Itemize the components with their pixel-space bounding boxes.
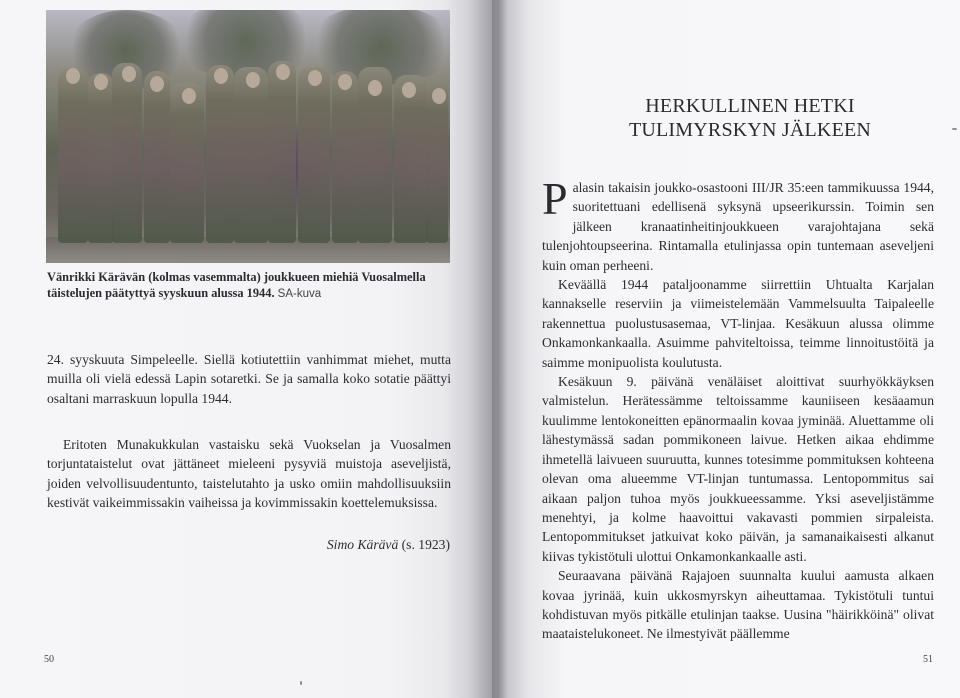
paragraph-text: alasin takaisin joukko-osastooni III/JR 35:een tammikuussa 1944, suoritettuani edellisenä syksynä upseerikurssin. Toimin sen jälkeen kranaatinheitinjoukkueen varajohtajana sekä tulenjohtoupseerina. Rintamalla etulinjassa opin tuntemaan aseveljeni kuin oman perheeni. [542,180,934,273]
paragraph: 24. syyskuuta Simpeleelle. Siellä kotiutettiin vanhimmat miehet, mutta muilla oli vielä edessä Lapin sotaretki. Se ja samalla koko sotatie päättyi osaltani marraskuun lopulla 1944. [47,352,451,406]
photo-credit: SA-kuva [277,287,322,300]
book-gutter [468,0,508,698]
chapter-title-line-1: HERKULLINEN HETKI [645,95,855,117]
right-paragraph-4: Seuraavana päivänä Rajajoen suunnalta kuului aamusta alkaen kovaa jyrinää, kuin ukkosmyrskyn aiheuttamaa. Tykistötuli tuntui kohdistuvan myös pitkälle etulinjan taakse. Uusina "häirikköinä" olivat maataistelukoneet. Ne ilmestyivät päällemme [542,568,934,642]
right-paragraph-3: Kesäkuun 9. päivänä venäläiset aloittivat suurhyökkäyksen valmistelun. Herätessämme teltoissamme kauniiseen kesäaamun kuulimme lentokoneitten epänormaalin kovaa jyminää. Aluettamme oli lähestymässä sadan pommikoneen laivue. Hetken aikaa ehdimme ihmetellä laivueen suuruutta, kunnes totesimme pommituksen kohteena olevan oma alueemme VT-linjan tuntumassa. Lentopommitus sai aikaan paljon tuhoa myös joukkueessamme. Yksi aseveljistämme menehtyi, ja kolme haavoittui vakavasti pommien sirpaleista. Lentopommitukset jatkuivat koko päivän, ja samanaikaisesti alkanut kiivas tykistötuli ulottui Onkamonkankaalle asti. [542,374,934,564]
left-paragraph-2 [47,435,451,513]
author-signature [300,537,450,553]
left-paragraph-1 [47,350,451,408]
scan-speck [300,681,302,685]
soldiers-group-photo [46,10,450,263]
page-number-left: 50 [44,654,54,665]
photo-caption [47,270,451,302]
paragraph: Eritoten Munakukkulan vastaisku sekä Vuokselan ja Vuosalmen torjuntataistelut ovat jättäneet mieleeni pysyviä muistoja aseveljistä, joiden velvollisuudentunto, taistelutahto ja usko omiin mahdollisuuksiin kestivät vaikeimmissakin vaiheissa ja kovimmissakin koettelemuksissa. [47,437,451,511]
chapter-title-line-2: TULIMYRSKYN JÄLKEEN [628,119,872,141]
right-paragraph-2: Keväällä 1944 pataljoonamme siirrettiin Uhtualta Karjalan kannakselle reserviin ja viimeistelemään Vammelsuulta Taipaleelle rakennettua puolustusasemaa, VT-linjaa. Kesäkuun alussa olimme Onkamonkankaalla. Asuimme pahviteltoissa, teimme linnoitustöitä ja saimme monipuolista koulutusta. [542,277,934,370]
author-name: Simo Kärävä [326,537,399,552]
drop-cap: P [542,173,568,224]
caption-text: Vänrikki Kärävän (kolmas vasemmalta) joukkueen miehiä Vuosalmella täistelujen päätyttyä syyskuun alussa 1944. [47,270,426,300]
right-page-body [542,173,934,644]
author-birth-year: (s. 1923) [401,537,450,552]
chapter-title [575,94,925,142]
page-number-right: 51 [923,654,933,665]
scan-speck [952,128,957,130]
right-paragraph-1 [542,173,934,275]
